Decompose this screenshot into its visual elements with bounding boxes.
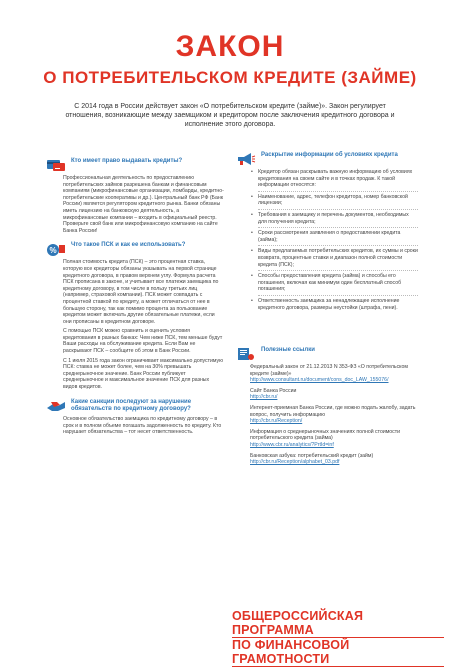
link-analytics[interactable]: http://www.cbr.ru/analytics/?PrtId=inf <box>250 441 334 448</box>
section-psk-title: Что такое ПСК и как ее использовать? <box>71 242 186 249</box>
section-sanctions-header <box>46 399 224 413</box>
left-column <box>46 158 224 439</box>
divider <box>258 270 418 271</box>
section-links-header <box>236 347 418 361</box>
program-logo <box>232 609 444 667</box>
disclosure-item: • Сроки рассмотрения заявления о предоставлении кредита (займа); <box>250 230 418 243</box>
link-consultant[interactable]: http://www.consultant.ru/document/cons_doc_LAW_155076/ <box>250 377 389 384</box>
intro-text: С 2014 года в России действует закон «О потребительском кредите (займе)». Закон регулирует отношения, возникающие между заемщиком и кредитором после заключения кредитного договора и исполнение этого договора. <box>65 103 395 128</box>
divider <box>258 191 418 192</box>
program-logo-line1: ОБЩЕРОССИЙСКАЯ ПРОГРАММА <box>232 609 444 638</box>
divider <box>258 245 418 246</box>
link-alphabet[interactable]: http://cbr.ru/Reception/alphabet_03.pdf <box>250 459 340 466</box>
section-disclosure-title: Раскрытие информации об условиях кредита <box>261 152 398 158</box>
disclosure-item: • Наименование, адрес, телефон кредитора, номер банковской лицензии; <box>250 194 418 207</box>
disclosure-item: • Ответственность заемщика за ненадлежащее исполнение кредитного договора, размеры неустойки (штрафа, пени). <box>250 298 418 311</box>
svg-text:%: % <box>49 246 57 256</box>
link-reception[interactable]: http://cbr.ru/Reception/ <box>250 418 303 425</box>
divider <box>258 227 418 228</box>
section-disclosure-header <box>236 152 418 166</box>
section-lenders-text: Профессиональная деятельность по предоставлению потребительских займов разрешена банкам и финансовым компаниям (микрофинансовые организации, ломбарды, кредитно-потребительские кооперативы и др.). Центральный банк РФ (Банк России) является регулятором кредитного рынка. Банки обязаны иметь лицензию на банковскую деятельность, а микрофинансовые компании – входить в официальный реестр. Проверьте свой банк или микрофинансовую компанию на сайте Банка России! <box>63 175 224 234</box>
section-sanctions-text: Основное обязательство заемщика по кредитному договору – в срок и в полном объеме погашать задолженность по кредиту. Кто нарушает обязательства – тот несет ответственность. <box>63 416 222 436</box>
page-title-line1: ЗАКОН <box>175 30 285 63</box>
right-column <box>236 152 418 313</box>
link-description: Интернет-приемная Банка России, где можно подать жалобу, задать вопрос, получить информацию <box>250 404 416 418</box>
section-psk-header <box>46 242 224 256</box>
link-cbr[interactable]: http://cbr.ru/ <box>250 394 278 401</box>
bank-card-icon <box>46 158 66 172</box>
disclosure-item: • Кредитор обязан раскрывать важную информацию об условиях кредитования на своем сайте и в точках продаж. К такой информации относятся: <box>250 169 418 189</box>
section-psk-text-1: Полная стоимость кредита (ПСК) – это процентная ставка, которую все кредиторы обязаны указывать на первой странице кредитного договора, в правом верхнем углу. Формула расчета ПСК прописана в законе, и учитывает все платежи заемщика по кредитному договору, в том числе в пользу третьих лиц (например, страховой компании). ПСК может совпадать с процентной ставкой по кредиту, а может отличаться от нее в большую сторону, так как помимо процента за пользование кредитом может включать другие обязательные платежи, если они прописаны в кредитном договоре. <box>63 259 219 325</box>
section-lenders-title: Кто имеет право выдавать кредиты? <box>71 158 183 164</box>
megaphone-icon <box>236 152 256 166</box>
disclosure-item: • Требования к заемщику и перечень документов, необходимых для получения кредита; <box>250 212 418 225</box>
program-logo-line2: ПО ФИНАНСОВОЙ ГРАМОТНОСТИ <box>232 638 444 667</box>
hands-icon <box>46 399 66 413</box>
percent-icon <box>46 242 66 256</box>
section-psk-text-2: С помощью ПСК можно сравнить и оценить условия кредитования в разных банках: Чем ниже ПСК, тем меньше будут Ваши расходы на обслуживание кредита. Если Вам не раскрывают ПСК – сообщите об этом в Банк России. <box>63 328 223 355</box>
divider <box>258 295 418 296</box>
section-psk-text-3: С 1 июля 2015 года закон ограничивает максимально допустимую ПСК: ставка не может более, чем на 30% превышать среднерыночное значение. Банк России публикует среднерыночное и максимальное значение ПСК для разных видов кредитов. <box>63 357 224 391</box>
disclosure-item: • Способы предоставления кредита (займа) и способы его погашения, включая как минимум один бесплатный способ погашения; <box>250 273 418 293</box>
divider <box>258 209 418 210</box>
links-section <box>236 347 418 470</box>
link-description: Информация о среднерыночных значениях полной стоимости потребительского кредита (займа) <box>250 428 401 442</box>
section-links-title: Полезные ссылки <box>261 347 315 353</box>
disclosure-item: • Виды предлагаемых потребительских кредитов, их суммы и сроки возврата, процентные ставки и диапазон полной стоимости кредита (ПСК); <box>250 248 418 268</box>
section-sanctions-title: Какие санкции последуют за нарушение обязательств по кредитному договору? <box>71 398 192 412</box>
link-description: Банковская азбука: потребительский кредит (займ) <box>250 452 374 459</box>
links-icon <box>236 347 256 361</box>
link-description: Сайт Банка России <box>250 387 297 394</box>
link-description: Федеральный закон от 21.12.2013 N 353-ФЗ «О потребительском кредите (займе)» <box>250 364 408 377</box>
section-lenders-header <box>46 158 224 172</box>
page-title-line2: О ПОТРЕБИТЕЛЬСКОМ КРЕДИТЕ (ЗАЙМЕ) <box>43 68 417 87</box>
